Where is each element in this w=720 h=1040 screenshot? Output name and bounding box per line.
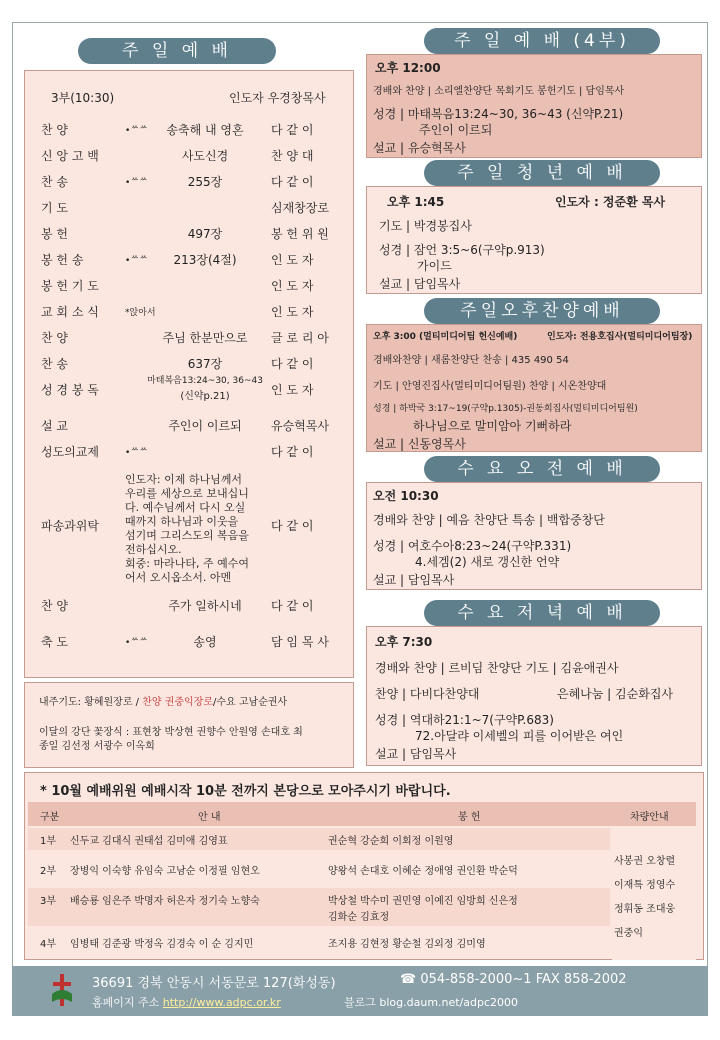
- youth-line1: 기도 | 박경봉집사: [379, 219, 472, 233]
- order-mark: •ᄊᄊ: [125, 178, 148, 188]
- sunday4-time: 오후 12:00: [375, 61, 441, 75]
- header-driver: 차량안내: [630, 812, 669, 823]
- order-person: 찬 양 대: [271, 149, 314, 163]
- part-cell: 3부: [40, 896, 57, 907]
- order-content: 마태복음13:24~30, 36~43: [147, 376, 263, 386]
- offering-cell: 양왕석 손대호 이혜순 정애영 권인환 박순덕: [328, 866, 518, 877]
- sending-line: 때까지 하나님과 이웃을: [125, 515, 239, 528]
- youth-leader: 인도자 : 정준환 목사: [555, 195, 666, 209]
- order-name: 찬 양: [41, 331, 68, 345]
- youth-line2: 성경 | 잠언 3:5~6(구약p.913): [379, 243, 545, 257]
- order-person: 다 같 이: [271, 175, 314, 189]
- sunday-order-panel: [24, 70, 354, 678]
- order-person: 인 도 자: [271, 305, 314, 319]
- order-person: 심재창장로: [271, 201, 329, 215]
- order-name: 찬 양: [41, 123, 68, 137]
- next-week-highlight: 찬양 권중익장로: [142, 697, 214, 708]
- sunday4-line1: 경배와 찬양 | 소리엘찬양단 목회기도 봉헌기도 | 담임목사: [373, 86, 625, 97]
- sending-row: [25, 467, 355, 591]
- driver-line: 정휘동 조대웅: [614, 904, 676, 915]
- order-name: 기 도: [41, 201, 68, 215]
- order-content: 497장: [187, 227, 223, 241]
- order-content: 송축해 내 영혼: [166, 123, 244, 137]
- part-cell: 1부: [40, 836, 57, 847]
- order-name: 축 도: [41, 635, 68, 649]
- order-person: 다 같 이: [271, 445, 314, 459]
- afternoon-time: 오후 3:00 (멀티미디어팀 헌신예배): [373, 332, 518, 342]
- header-offering: 봉 헌: [458, 812, 481, 823]
- church-cross-logo-icon: [50, 972, 74, 1008]
- order-row: [25, 376, 355, 403]
- homepage-link[interactable]: http://www.adpc.or.kr: [162, 996, 281, 1009]
- order-mark: •ᄊᄊ: [125, 256, 148, 266]
- order-person: 인 도 자: [271, 279, 314, 293]
- footer-address: 36691 경북 안동시 서동문로 127(화성동): [92, 976, 336, 991]
- driver-cell: [612, 852, 696, 960]
- wed-pm-line4: 72.아달랴 이세벨의 피를 이어받은 여인: [415, 729, 624, 743]
- session-label: 3부(10:30): [51, 91, 115, 105]
- next-week-suffix: /수요 고남순권사: [213, 697, 288, 708]
- footer-phone: ☎ 054-858-2000~1 FAX 858-2002: [400, 972, 627, 987]
- order-content: 213장(4절): [173, 253, 237, 267]
- order-name: 찬 송: [41, 175, 68, 189]
- table-row: [28, 852, 610, 886]
- youth-line4: 설교 | 담임목사: [379, 277, 461, 291]
- offering-cell: 조지용 김현정 황순철 김외정 김미영: [328, 939, 486, 950]
- order-name: 파송과위탁: [41, 519, 99, 533]
- youth-title-pill: 주 일 청 년 예 배: [424, 160, 660, 186]
- sunday4-line3: 주인이 이르되: [419, 123, 493, 137]
- order-person: 글 로 리 아: [271, 331, 329, 345]
- table-row: [28, 888, 610, 926]
- youth-panel: [366, 186, 702, 294]
- order-person: 담 임 목 사: [271, 635, 329, 649]
- wed-am-title-pill: 수 요 오 전 예 배: [424, 456, 660, 482]
- order-person: 다 같 이: [271, 123, 314, 137]
- part-cell: 2부: [40, 866, 57, 877]
- afternoon-line4: 하나님으로 말미암아 기뻐하라: [413, 419, 572, 433]
- sending-line: 회중: 마라나타, 주 예수여: [125, 557, 249, 570]
- order-row: [25, 223, 355, 247]
- wed-pm-line2a: 찬양 | 다비다찬양대: [375, 687, 480, 701]
- order-person: 봉 헌 위 원: [271, 227, 329, 241]
- afternoon-line2: 기도 | 안영진집사(멀티미디어팀원) 찬양 | 시온찬양대: [373, 381, 607, 392]
- order-content: 637장: [187, 357, 223, 371]
- offering-cell: 박상철 박수미 권민영 이예진 임방희 신은정: [328, 896, 518, 907]
- order-name: 찬 송: [41, 357, 68, 371]
- sunday4-line2: 성경 | 마태복음13:24~30, 36~43 (신약P.21): [373, 107, 624, 121]
- leader-label: 인도자 우경창목사: [229, 91, 326, 105]
- order-name: 성 경 봉 독: [41, 383, 99, 397]
- next-week-prefix: 내주기도: 황혜원장로 /: [39, 697, 143, 708]
- wed-pm-line2b: 은혜나눔 | 김순화집사: [557, 687, 674, 701]
- afternoon-title-pill: 주일오후찬양예배: [424, 298, 660, 324]
- table-row: [28, 828, 610, 850]
- afternoon-line5: 설교 | 신동영목사: [373, 437, 466, 451]
- order-row: [25, 327, 355, 351]
- sunday4-title-pill: 주 일 예 배 (4부): [424, 28, 660, 54]
- order-name: 교 회 소 식: [41, 305, 99, 319]
- sending-line: 인도자: 이제 하나님께서: [125, 473, 242, 486]
- order-row: [25, 595, 355, 619]
- offering-cell-2: 김화순 김효정: [328, 912, 390, 923]
- wed-am-line1: 경배와 찬양 | 예음 찬양단 특송 | 백합중창단: [373, 513, 605, 527]
- order-person: 다 같 이: [271, 357, 314, 371]
- order-name: 봉 헌 기 도: [41, 279, 99, 293]
- order-mark: •ᄊᄊ: [125, 638, 148, 648]
- next-week-line: [39, 693, 287, 708]
- order-row: [25, 171, 355, 195]
- flower-line-1: 이달의 강단 꽃장식 : 표현창 박상현 권향수 안원영 손대호 최: [39, 727, 303, 738]
- wed-pm-line5: 설교 | 담임목사: [375, 747, 457, 761]
- order-mark: *앉아서: [125, 308, 156, 318]
- order-person: 인 도 자: [271, 383, 314, 397]
- footer-blog[interactable]: 블로그 blog.daum.net/adpc2000: [344, 996, 519, 1009]
- sending-text: [125, 473, 265, 585]
- guide-cell: 신두교 김대식 권태섭 김미애 김영표: [70, 836, 228, 847]
- table-row: [28, 928, 610, 956]
- order-name: 신 앙 고 백: [41, 149, 99, 163]
- order-row: [25, 631, 355, 655]
- wed-am-line3: 4.세겜(2) 새로 갱신한 언약: [415, 555, 560, 569]
- sending-line: 다. 예수님께서 다시 오실: [125, 501, 246, 514]
- order-row: [25, 145, 355, 169]
- wed-pm-line1: 경배와 찬양 | 르비딤 찬양단 기도 | 김윤애권사: [375, 661, 619, 675]
- order-mark: •ᄊᄊ: [125, 448, 148, 458]
- order-row: [25, 249, 355, 273]
- header-guide: 안 내: [198, 812, 221, 823]
- wed-pm-time: 오후 7:30: [375, 635, 433, 649]
- sending-line: 전하십시오.: [125, 543, 182, 556]
- sending-line: 어서 오시옵소서. 아멘: [125, 571, 232, 584]
- afternoon-panel: [366, 324, 702, 452]
- flower-line-2: 종일 김선정 서광수 이옥희: [39, 741, 155, 752]
- footer-bar: [12, 966, 708, 1016]
- order-row: [25, 197, 355, 221]
- driver-line: 권중익: [614, 928, 643, 939]
- sunday4-line4: 설교 | 유승혁목사: [373, 141, 466, 155]
- footer-home: [92, 994, 281, 1010]
- guide-cell: 임병태 김준광 박정옥 김경숙 이 순 김지민: [70, 939, 254, 950]
- order-name: 찬 양: [41, 599, 68, 613]
- wed-am-line4: 설교 | 담임목사: [373, 573, 455, 587]
- order-row: [25, 275, 355, 299]
- order-name: 봉 헌 송: [41, 253, 84, 267]
- driver-line: 이재특 정영수: [614, 880, 676, 891]
- afternoon-line1: 경배와찬양 | 새롬찬양단 찬송 | 435 490 54: [373, 355, 569, 366]
- wed-pm-title-pill: 수 요 저 녁 예 배: [424, 600, 660, 626]
- order-person: 유승혁목사: [271, 419, 329, 433]
- ushers-header-row: [28, 802, 696, 826]
- order-content: 주가 일하시네: [168, 599, 242, 613]
- wed-pm-line3: 성경 | 역대하21:1~7(구약P.683): [375, 713, 554, 727]
- guide-cell: 배승룡 임은주 박명자 허은자 정기숙 노향숙: [70, 896, 260, 907]
- header-part: 구분: [40, 812, 60, 823]
- wed-am-time: 오전 10:30: [373, 489, 439, 503]
- order-mark: •ᄊᄊ: [125, 126, 148, 136]
- sunday4-panel: [366, 54, 702, 158]
- order-name: 성도의교제: [41, 445, 99, 459]
- part-cell: 4부: [40, 939, 57, 950]
- home-label: 홈페이지 주소: [92, 996, 160, 1009]
- sunday-title-pill: 주 일 예 배: [78, 38, 276, 64]
- order-content: 사도신경: [181, 149, 229, 163]
- afternoon-line3: 성경 | 하박국 3:17~19(구약p.1305)-권동희집사(멀티미디어팀원): [373, 404, 638, 414]
- wed-am-panel: [366, 482, 702, 590]
- afternoon-leader: 인도자: 전용호집사(멀티미디어팀장): [547, 332, 693, 342]
- notice-panel: [24, 682, 354, 768]
- order-content: 255장: [187, 175, 223, 189]
- order-row: [25, 301, 355, 325]
- order-name: 봉 헌: [41, 227, 68, 241]
- order-name: 설 교: [41, 419, 68, 433]
- order-row: [25, 119, 355, 143]
- order-content: 주인이 이르되: [168, 419, 242, 433]
- driver-line: 사봉권 오창렬: [614, 856, 676, 867]
- offering-cell: 권순혁 강순희 이회정 이원영: [328, 836, 454, 847]
- guide-cell: 장병익 이숙향 유임숙 고남순 이정필 임현오: [70, 866, 260, 877]
- order-person: 다 같 이: [271, 599, 314, 613]
- wed-am-line2: 성경 | 여호수아8:23~24(구약P.331): [373, 539, 572, 553]
- order-content: 주님 한분만으로: [162, 331, 248, 345]
- order-person: 인 도 자: [271, 253, 314, 267]
- sending-line: 우리를 세상으로 보내십니: [125, 487, 249, 500]
- sending-line: 섬기며 그리스도의 복음을: [125, 529, 249, 542]
- order-row: [25, 415, 355, 439]
- youth-line3: 가이드: [417, 259, 452, 273]
- youth-time: 오후 1:45: [387, 195, 445, 209]
- order-row: [25, 441, 355, 465]
- order-person: 다 같 이: [271, 519, 314, 533]
- ushers-title: * 10월 예배위원 예배시작 10분 전까지 본당으로 모아주시기 바랍니다.: [40, 784, 451, 799]
- wed-pm-panel: [366, 626, 702, 766]
- order-content-2: (신약p.21): [180, 391, 230, 402]
- order-content: 송영: [193, 635, 217, 649]
